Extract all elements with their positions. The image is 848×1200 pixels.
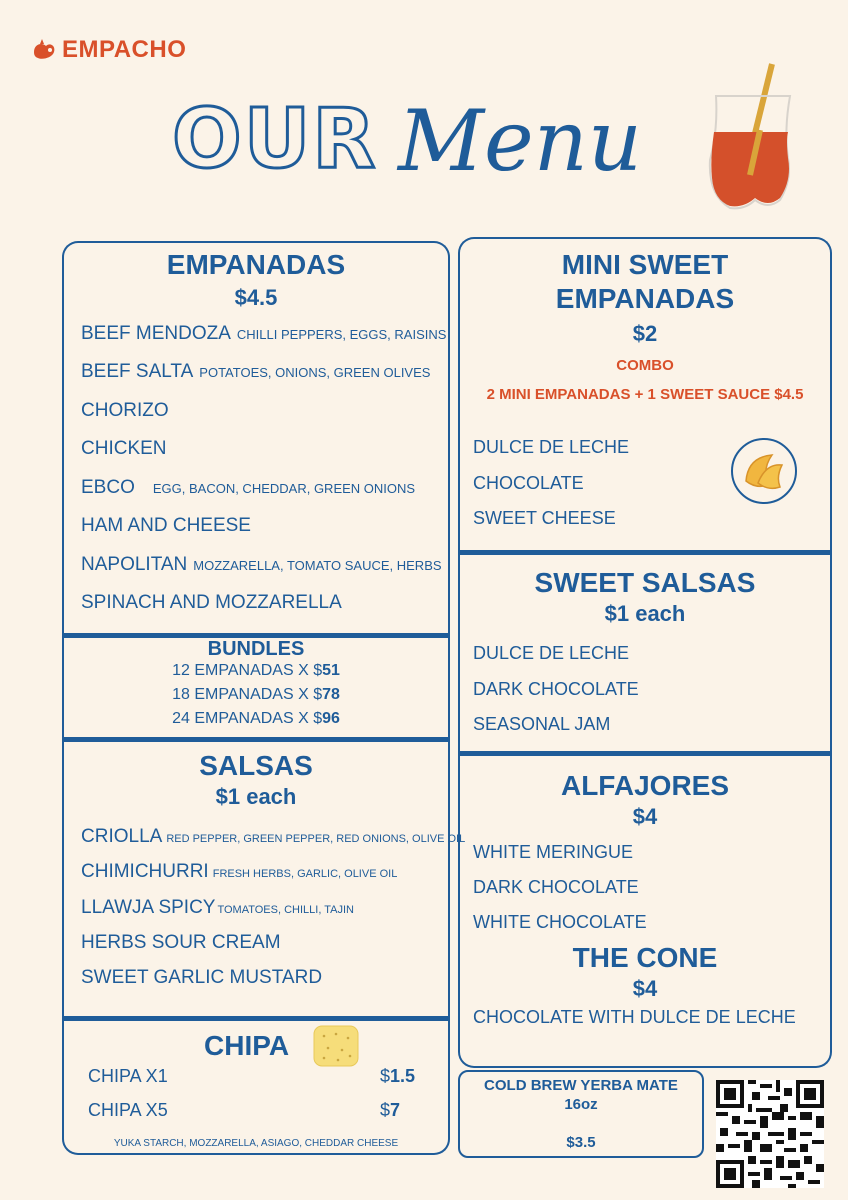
menu-item: BEEF MENDOZA CHILLI PEPPERS, EGGS, RAISINS (81, 323, 447, 344)
menu-item: CHICKEN (81, 438, 167, 459)
menu-item: LLAWJA SPICY TOMATOES, CHILLI, TAJIN (81, 897, 354, 918)
qr-code-icon[interactable] (716, 1080, 824, 1188)
sweet-salsas-price: $1 each (604, 601, 686, 626)
mini-sweet-title-2: EMPANADAS (555, 283, 735, 314)
menu-item-price: $1.5 (380, 1066, 416, 1086)
mini-sweet-price: $2 (632, 321, 658, 346)
menu-item: CHIPA X5 (88, 1100, 168, 1120)
drink-glass-icon (700, 60, 800, 215)
bundle-item: 18 EMPANADAS X $78 (172, 686, 340, 703)
sweet-salsas-title: SWEET SALSAS (534, 567, 756, 598)
menu-item: CHORIZO (81, 400, 169, 421)
menu-item: HERBS SOUR CREAM (81, 932, 281, 953)
sweet-salsas-panel (458, 555, 832, 753)
alfajores-panel (458, 756, 832, 1068)
menu-item: DULCE DE LECHE (473, 437, 630, 457)
cone-title: THE CONE (572, 942, 718, 973)
cold-brew-title: COLD BREW YERBA MATE (484, 1077, 678, 1094)
menu-item: CHIPA X1 (88, 1066, 168, 1086)
cold-brew-price: $3.5 (566, 1134, 596, 1151)
brand-logo (30, 36, 186, 64)
menu-item: CHOCOLATE (473, 473, 584, 493)
combo-text: 2 MINI EMPANADAS + 1 SWEET SAUCE $4.5 (486, 386, 804, 403)
menu-item: CRIOLLA RED PEPPER, GREEN PEPPER, RED ONIONS, OLIVE OIL (81, 826, 466, 847)
bundle-item: 12 EMPANADAS X $51 (172, 662, 340, 679)
empanada-plate-icon (728, 435, 800, 507)
menu-item: DARK CHOCOLATE (473, 679, 639, 699)
menu-item: EBCO EGG, BACON, CHEDDAR, GREEN ONIONS (81, 477, 416, 498)
salsas-price: $1 each (215, 784, 297, 809)
alfajores-title: ALFAJORES (560, 770, 730, 801)
menu-item: CHOCOLATE WITH DULCE DE LECHE (473, 1007, 796, 1027)
menu-item: CHIMICHURRI FRESH HERBS, GARLIC, OLIVE OIL (81, 861, 398, 882)
chipa-panel (62, 1020, 450, 1155)
menu-item: SPINACH AND MOZZARELLA (81, 592, 342, 613)
menu-item: SWEET GARLIC MUSTARD (81, 967, 323, 988)
menu-item: BEEF SALTA POTATOES, ONIONS, GREEN OLIVES (81, 361, 431, 382)
menu-item: NAPOLITAN MOZZARELLA, TOMATO SAUCE, HERBS (81, 554, 442, 575)
salsas-panel (62, 742, 466, 1018)
alfajores-price: $4 (632, 804, 658, 829)
menu-item: DULCE DE LECHE (473, 643, 630, 663)
brand-name: EMPACHO (62, 36, 187, 63)
menu-item: SWEET CHEESE (473, 508, 616, 528)
empanadas-title: EMPANADAS (166, 249, 346, 280)
chipa-title: CHIPA (204, 1030, 290, 1061)
empanadas-price: $4.5 (234, 285, 278, 310)
chipa-footnote: YUKA STARCH, MOZZARELLA, ASIAGO, CHEDDAR CHEESE (113, 1138, 399, 1149)
leaf-logo-icon (30, 38, 58, 62)
cold-brew-size: 16oz (564, 1096, 598, 1113)
cone-price: $4 (632, 976, 658, 1001)
combo-label: COMBO (616, 357, 674, 374)
cold-brew-panel (458, 1070, 704, 1158)
salsas-title: SALSAS (199, 750, 313, 781)
menu-item-price: $7 (380, 1100, 401, 1120)
bundles-panel (62, 638, 450, 738)
menu-item: DARK CHOCOLATE (473, 877, 639, 897)
menu-item: WHITE CHOCOLATE (473, 912, 647, 932)
page-title-menu: Menu (398, 92, 642, 190)
mini-sweet-title-1: MINI SWEET (561, 249, 729, 280)
bundle-item: 24 EMPANADAS X $96 (172, 710, 340, 727)
page-title-our: OUR (172, 92, 378, 187)
chipa-bread-icon (312, 1024, 360, 1068)
mini-sweet-panel (458, 237, 832, 553)
menu-item: WHITE MERINGUE (473, 842, 633, 862)
bundles-title: BUNDLES (207, 638, 305, 660)
menu-item: SEASONAL JAM (473, 714, 611, 734)
menu-item: HAM AND CHEESE (81, 515, 251, 536)
empanadas-panel (62, 241, 450, 635)
